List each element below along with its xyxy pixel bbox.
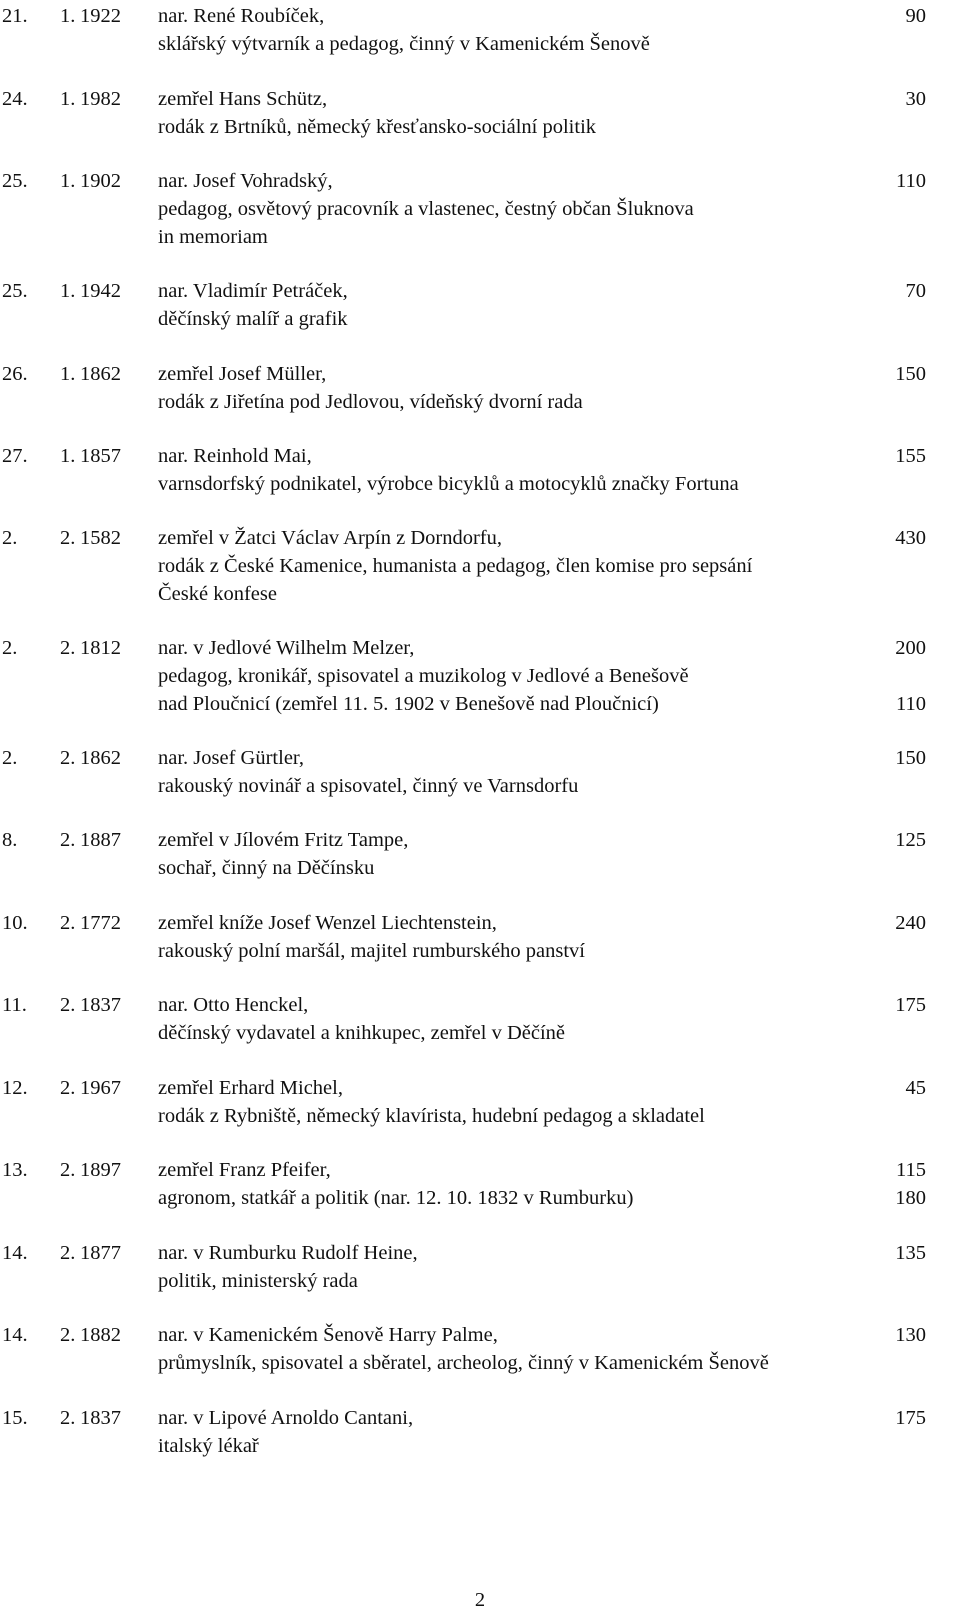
entry-line	[0, 470, 960, 498]
entry-line	[0, 662, 960, 690]
entry-day: 24.	[2, 88, 28, 110]
entry-line	[0, 360, 960, 388]
entry-headline: nar. Josef Vohradský,	[158, 170, 333, 192]
entry-headline: nar. Reinhold Mai,	[158, 445, 312, 467]
entry-year: 1837	[80, 1407, 121, 1429]
entry-month: 2.	[60, 527, 76, 549]
entry-description: rodák z České Kamenice, humanista a pedagog, člen komise pro sepsání	[158, 555, 753, 577]
entry-description: děčínský vydavatel a knihkupec, zemřel v Děčíně	[158, 1022, 565, 1044]
entry-month: 2.	[60, 1242, 76, 1264]
anniversary-number: 150	[895, 363, 926, 385]
anniversary-entry	[0, 524, 960, 608]
entry-line	[0, 277, 960, 305]
anniversary-entry	[0, 1074, 960, 1130]
entry-description: průmyslník, spisovatel a sběratel, archeolog, činný v Kamenickém Šenově	[158, 1352, 769, 1374]
entry-month: 1.	[60, 170, 76, 192]
entry-description: pedagog, osvětový pracovník a vlastenec, čestný občan Šluknova	[158, 198, 694, 220]
anniversary-number: 240	[895, 912, 926, 934]
entry-year: 1772	[80, 912, 121, 934]
entry-headline: zemřel Erhard Michel,	[158, 1077, 343, 1099]
entry-day: 21.	[2, 5, 28, 27]
entry-line	[0, 305, 960, 333]
entry-headline: zemřel v Žatci Václav Arpín z Dorndorfu,	[158, 527, 503, 549]
entry-headline: nar. v Kamenickém Šenově Harry Palme,	[158, 1324, 498, 1346]
entry-year: 1922	[80, 5, 121, 27]
entry-line	[0, 388, 960, 416]
anniversary-number: 110	[896, 693, 926, 715]
entry-day: 14.	[2, 1324, 28, 1346]
entry-month: 1.	[60, 363, 76, 385]
entry-line	[0, 1349, 960, 1377]
entry-year: 1982	[80, 88, 121, 110]
entry-line	[0, 634, 960, 662]
entry-line	[0, 113, 960, 141]
entry-month: 2.	[60, 747, 76, 769]
entry-line	[0, 1267, 960, 1295]
anniversary-entry	[0, 634, 960, 718]
entry-line	[0, 195, 960, 223]
entry-line	[0, 85, 960, 113]
entry-description: rodák z Rybniště, německý klavírista, hudební pedagog a skladatel	[158, 1105, 705, 1127]
entry-day: 25.	[2, 280, 28, 302]
entry-month: 2.	[60, 637, 76, 659]
anniversary-entry	[0, 1239, 960, 1295]
entry-day: 15.	[2, 1407, 28, 1429]
entry-year: 1812	[80, 637, 121, 659]
anniversary-entry	[0, 991, 960, 1047]
anniversary-entry	[0, 2, 960, 58]
entry-line	[0, 772, 960, 800]
anniversary-entry	[0, 442, 960, 498]
entry-day: 8.	[2, 829, 18, 851]
entry-month: 1.	[60, 445, 76, 467]
entry-headline: nar. René Roubíček,	[158, 5, 325, 27]
entry-line	[0, 1156, 960, 1184]
page-number: 2	[474, 1589, 486, 1611]
entry-line	[0, 937, 960, 965]
entry-day: 13.	[2, 1159, 28, 1181]
anniversary-number: 200	[895, 637, 926, 659]
entry-month: 2.	[60, 1159, 76, 1181]
entry-line	[0, 167, 960, 195]
entry-day: 2.	[2, 527, 18, 549]
entry-month: 2.	[60, 912, 76, 934]
entry-description: sklářský výtvarník a pedagog, činný v Kamenickém Šenově	[158, 33, 650, 55]
anniversary-entry	[0, 167, 960, 251]
entry-month: 2.	[60, 1407, 76, 1429]
entry-description: in memoriam	[158, 226, 268, 248]
entry-line	[0, 1102, 960, 1130]
entry-year: 1877	[80, 1242, 121, 1264]
anniversary-number: 135	[895, 1242, 926, 1264]
entry-day: 10.	[2, 912, 28, 934]
entry-line	[0, 1404, 960, 1432]
anniversary-number: 130	[895, 1324, 926, 1346]
entry-headline: zemřel Josef Müller,	[158, 363, 327, 385]
anniversary-entry	[0, 909, 960, 965]
entry-headline: zemřel Hans Schütz,	[158, 88, 328, 110]
entry-month: 2.	[60, 994, 76, 1016]
entry-month: 2.	[60, 1077, 76, 1099]
entry-line	[0, 1432, 960, 1460]
anniversary-number: 155	[895, 445, 926, 467]
anniversary-entry	[0, 360, 960, 416]
entry-line	[0, 442, 960, 470]
entry-description: rodák z Jiřetína pod Jedlovou, vídeňský dvorní rada	[158, 391, 583, 413]
entry-line	[0, 744, 960, 772]
entry-headline: nar. Otto Henckel,	[158, 994, 309, 1016]
entry-description: sochař, činný na Děčínsku	[158, 857, 375, 879]
anniversary-number: 110	[896, 170, 926, 192]
entry-month: 1.	[60, 280, 76, 302]
entry-day: 2.	[2, 747, 18, 769]
entry-line	[0, 991, 960, 1019]
entry-month: 2.	[60, 829, 76, 851]
anniversary-number: 430	[895, 527, 926, 549]
entry-line	[0, 826, 960, 854]
entry-year: 1862	[80, 747, 121, 769]
entry-description: rakouský novinář a spisovatel, činný ve Varnsdorfu	[158, 775, 579, 797]
entry-line	[0, 580, 960, 608]
anniversary-entry	[0, 1404, 960, 1460]
entry-year: 1967	[80, 1077, 121, 1099]
anniversary-number: 175	[895, 1407, 926, 1429]
entry-line	[0, 1074, 960, 1102]
anniversary-entry	[0, 1321, 960, 1377]
anniversary-entry	[0, 85, 960, 141]
entry-line	[0, 854, 960, 882]
entry-description: děčínský malíř a grafik	[158, 308, 348, 330]
entry-day: 26.	[2, 363, 28, 385]
entry-line	[0, 1019, 960, 1047]
entry-month: 2.	[60, 1324, 76, 1346]
entry-month: 1.	[60, 5, 76, 27]
entry-line	[0, 552, 960, 580]
entry-headline: nar. v Jedlové Wilhelm Melzer,	[158, 637, 415, 659]
entry-headline: nar. Vladimír Petráček,	[158, 280, 348, 302]
entry-day: 27.	[2, 445, 28, 467]
entry-year: 1887	[80, 829, 121, 851]
entry-year: 1902	[80, 170, 121, 192]
anniversary-entry	[0, 1156, 960, 1212]
entry-year: 1857	[80, 445, 121, 467]
entry-headline: nar. v Lipové Arnoldo Cantani,	[158, 1407, 414, 1429]
entry-description: České konfese	[158, 583, 277, 605]
entry-description: varnsdorfský podnikatel, výrobce bicyklů a motocyklů značky Fortuna	[158, 473, 739, 495]
entry-description: rodák z Brtníků, německý křesťansko-sociální politik	[158, 116, 597, 138]
anniversary-entry	[0, 744, 960, 800]
anniversary-entry	[0, 826, 960, 882]
entry-line	[0, 909, 960, 937]
anniversary-number: 175	[895, 994, 926, 1016]
entry-headline: nar. v Rumburku Rudolf Heine,	[158, 1242, 418, 1264]
entry-year: 1897	[80, 1159, 121, 1181]
entry-day: 14.	[2, 1242, 28, 1264]
anniversary-number: 115	[896, 1159, 926, 1181]
anniversary-number: 150	[895, 747, 926, 769]
entry-day: 25.	[2, 170, 28, 192]
entry-line	[0, 1321, 960, 1349]
entry-day: 11.	[2, 994, 27, 1016]
entry-year: 1862	[80, 363, 121, 385]
entry-line	[0, 690, 960, 718]
entry-month: 1.	[60, 88, 76, 110]
entry-line	[0, 1184, 960, 1212]
entry-year: 1882	[80, 1324, 121, 1346]
anniversary-number: 45	[905, 1077, 926, 1099]
entry-year: 1942	[80, 280, 121, 302]
anniversary-number: 180	[895, 1187, 926, 1209]
entry-line	[0, 223, 960, 251]
entry-line	[0, 30, 960, 58]
entry-day: 2.	[2, 637, 18, 659]
anniversary-entry	[0, 277, 960, 333]
entry-description: politik, ministerský rada	[158, 1270, 358, 1292]
anniversary-number: 125	[895, 829, 926, 851]
entry-description: pedagog, kronikář, spisovatel a muzikolog v Jedlové a Benešově	[158, 665, 689, 687]
entry-year: 1582	[80, 527, 121, 549]
entry-line	[0, 1239, 960, 1267]
entry-description: italský lékař	[158, 1435, 259, 1457]
entry-headline: nar. Josef Gürtler,	[158, 747, 305, 769]
entry-year: 1837	[80, 994, 121, 1016]
entry-description: rakouský polní maršál, majitel rumburského panství	[158, 940, 586, 962]
entry-headline: zemřel v Jílovém Fritz Tampe,	[158, 829, 409, 851]
entry-day: 12.	[2, 1077, 28, 1099]
entry-line	[0, 2, 960, 30]
entry-headline: zemřel Franz Pfeifer,	[158, 1159, 331, 1181]
entry-description: nad Ploučnicí (zemřel 11. 5. 1902 v Benešově nad Ploučnicí)	[158, 693, 659, 715]
anniversary-number: 30	[905, 88, 926, 110]
entry-line	[0, 524, 960, 552]
anniversary-number: 90	[905, 5, 926, 27]
entry-headline: zemřel kníže Josef Wenzel Liechtenstein,	[158, 912, 497, 934]
anniversary-number: 70	[905, 280, 926, 302]
entry-description: agronom, statkář a politik (nar. 12. 10. 1832 v Rumburku)	[158, 1187, 634, 1209]
